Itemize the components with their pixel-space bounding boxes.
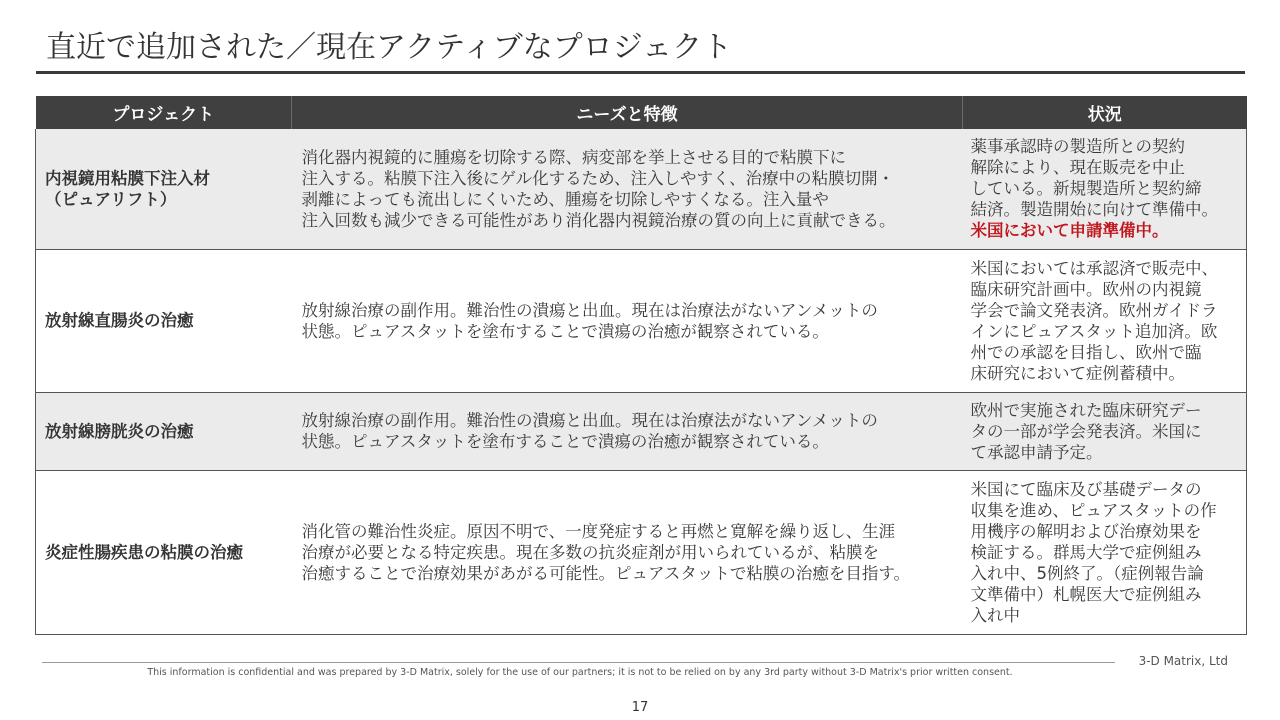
table-header-row — [36, 96, 1247, 129]
title-divider — [36, 71, 1245, 74]
status-line: インにピュアスタット追加済。欧 — [970, 321, 1218, 341]
needs-line: 放射線治療の副作用。難治性の潰瘍と出血。現在は治療法がないアンメットの — [301, 300, 878, 320]
company-name: 3-D Matrix, Ltd — [1138, 654, 1228, 668]
header-status: 状況 — [963, 96, 1247, 129]
status-line: 文準備中）札幌医大で症例組み — [970, 584, 1202, 604]
status-line: 米国にて臨床及び基礎データの — [970, 479, 1202, 499]
status-cell — [963, 249, 1247, 392]
needs-cell — [292, 392, 963, 470]
needs-line: 消化器内視鏡的に腫瘍を切除する際、病変部を挙上させる目的で粘膜下に — [301, 147, 846, 167]
status-line: タの一部が学会発表済。米国に — [970, 421, 1202, 441]
needs-line: 状態。ピュアスタットを塗布することで潰瘍の治癒が観察されている。 — [301, 321, 829, 341]
status-line: 解除により、現在販売を中止 — [970, 158, 1185, 178]
status-cell — [963, 392, 1247, 470]
status-line: 州での承認を目指し、欧州で臨 — [970, 342, 1202, 362]
header-needs: ニーズと特徴 — [292, 96, 963, 129]
needs-line: 放射線治療の副作用。難治性の潰瘍と出血。現在は治療法がないアンメットの — [301, 411, 878, 430]
status-line: 学会で論文発表済。欧州ガイドラ — [970, 300, 1218, 320]
header-project: プロジェクト — [36, 96, 292, 129]
status-line: 米国においては承認済で販売中、 — [970, 258, 1218, 278]
project-name: 内視鏡用粘膜下注入材 — [45, 168, 210, 188]
project-name: 放射線膀胱炎の治癒 — [45, 421, 194, 441]
slide-title: 直近で追加された／現在アクティブなプロジェクト — [46, 30, 733, 65]
projects-table — [35, 96, 1247, 635]
confidential-notice: This information is confidential and was prepared by 3-D Matrix, solely for the use of our partners; it is not to be relied on by any 3rd party without 3-D Matrix's prior written consent. — [147, 667, 1013, 678]
needs-cell — [292, 129, 963, 249]
needs-line: 状態。ピュアスタットを塗布することで潰瘍の治癒が観察されている。 — [301, 432, 829, 451]
status-line: 床研究において症例蓄積中。 — [970, 363, 1185, 383]
project-name: 放射線直腸炎の治癒 — [45, 311, 194, 330]
footer-divider — [42, 662, 1115, 663]
needs-line: 注入する。粘膜下注入後にゲル化するため、注入しやすく、治療中の粘膜切開・ — [301, 168, 895, 188]
status-line: している。新規製造所と契約締 — [970, 179, 1202, 199]
project-cell — [36, 392, 292, 470]
needs-line: 治療が必要となる特定疾患。現在多数の抗炎症剤が用いられているが、粘膜を — [301, 542, 879, 562]
project-cell — [36, 470, 292, 634]
status-line: 結済。製造開始に向けて準備中。 — [970, 200, 1218, 220]
needs-line: 注入回数も減少できる可能性があり消化器内視鏡治療の質の向上に貢献できる。 — [301, 210, 896, 230]
table-row — [36, 129, 1247, 249]
page-number: 17 — [631, 700, 649, 715]
table-row — [36, 470, 1247, 634]
project-cell — [36, 129, 292, 249]
status-line: 検証する。群馬大学で症例組み — [970, 542, 1202, 562]
needs-line: 消化管の難治性炎症。原因不明で、一度発症すると再燃と寛解を繰り返し、生涯 — [301, 521, 896, 541]
needs-cell — [292, 249, 963, 392]
status-cell — [963, 129, 1247, 249]
status-line: 臨床研究計画中。欧州の内視鏡 — [970, 279, 1202, 299]
status-cell — [963, 470, 1247, 634]
table-row — [36, 392, 1247, 470]
table-row — [36, 249, 1247, 392]
project-name: 炎症性腸疾患の粘膜の治癒 — [45, 542, 243, 562]
status-line: て承認申請予定。 — [970, 442, 1103, 462]
status-alert: 米国において申請準備中。 — [970, 221, 1169, 241]
status-line: 用機序の解明および治療効果を — [970, 521, 1202, 541]
needs-line: 治癒することで治療効果があがる可能性。ピュアスタットで粘膜の治癒を目指す。 — [301, 563, 911, 583]
status-line: 薬事承認時の製造所との契約 — [970, 137, 1185, 157]
project-cell — [36, 249, 292, 392]
status-line: 欧州で実施された臨床研究デー — [970, 400, 1202, 420]
status-line: 入れ中 — [970, 605, 1020, 625]
needs-cell — [292, 470, 963, 634]
project-subname: （ピュアリフト） — [45, 189, 177, 209]
status-line: 収集を進め、ピュアスタットの作 — [970, 500, 1217, 520]
needs-line: 剥離によっても流出しにくいため、腫瘍を切除しやすくなる。注入量や — [301, 189, 829, 209]
status-line: 入れ中、5例終了。（症例報告論 — [970, 563, 1204, 583]
